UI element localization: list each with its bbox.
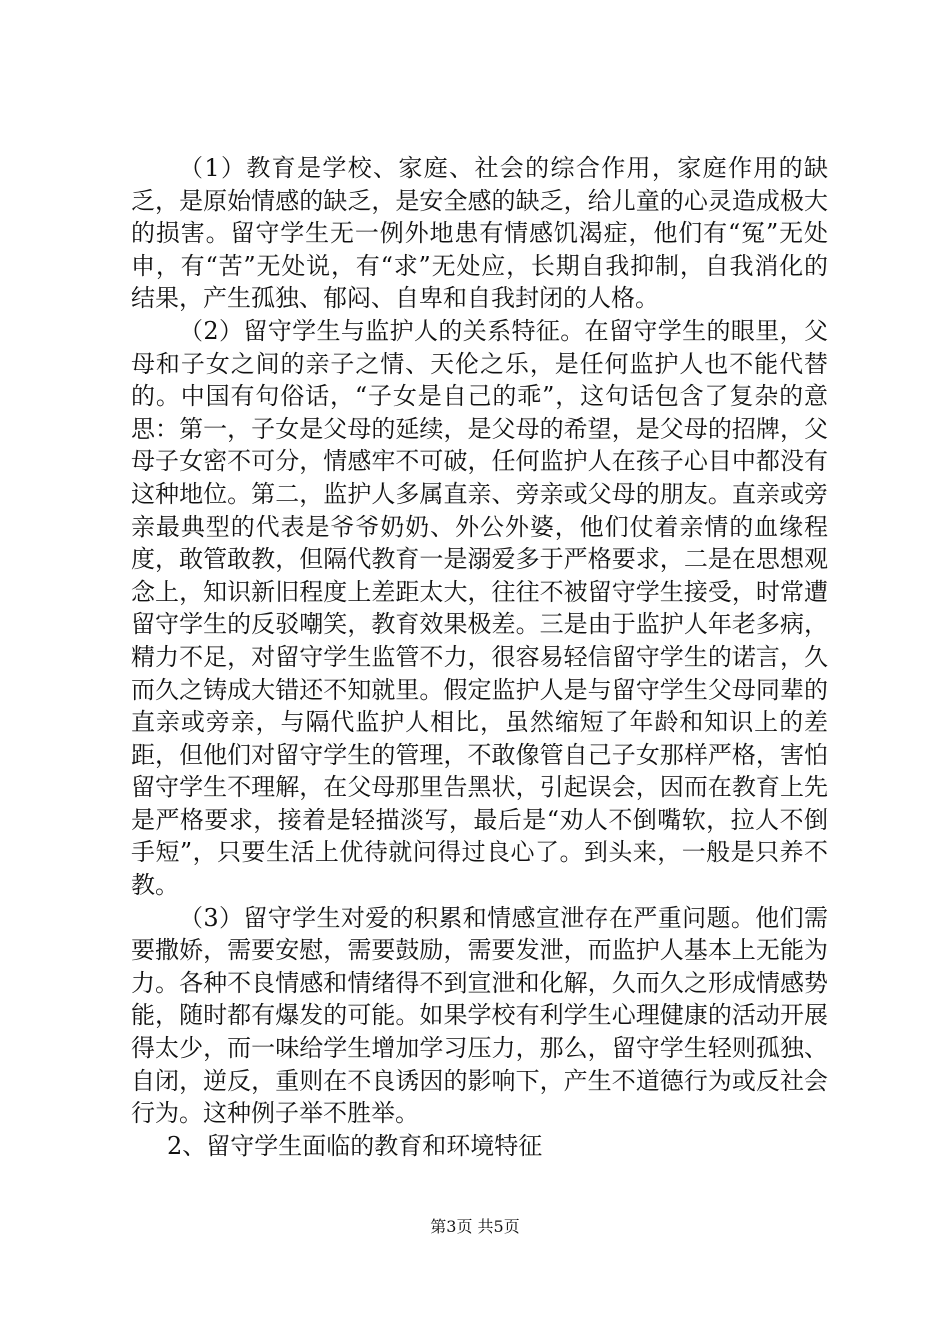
document-body [131, 152, 828, 1162]
paragraph-2: （2）留守学生与监护人的关系特征。在留守学生的眼里，父母和子女之间的亲子之情、天伦之乐，是任何监护人也不能代替的。中国有句俗话，“子女是自己的乖”，这句话包含了复杂的意思：第一，子女是父母的延续，是父母的希望，是父母的招牌，父母子女密不可分，情感牢不可破，任何监护人在孩子心目中都没有这种地位。第二，监护人多属直亲、旁亲或父母的朋友。直亲或旁亲最典型的代表是爷爷奶奶、外公外婆，他们仗着亲情的血缘程度，敢管敢教，但隔代教育一是溺爱多于严格要求，二是在思想观念上，知识新旧程度上差距太大，往往不被留守学生接受，时常遭留守学生的反驳嘲笑，教育效果极差。三是由于监护人年老多病，精力不足，对留守学生监管不力，很容易轻信留守学生的诺言，久而久之铸成大错还不知就里。假定监护人是与留守学生父母同辈的直亲或旁亲，与隔代监护人相比，虽然缩短了年龄和知识上的差距，但他们对留守学生的管理，不敢像管自己子女那样严格，害怕留守学生不理解，在父母那里告黑状，引起误会，因而在教育上先是严格要求，接着是轻描淡写，最后是“劝人不倒嘴软，拉人不倒手短”，只要生活上优待就问得过良心了。到头来，一般是只养不教。 [131, 316, 828, 900]
section-heading: 2、留守学生面临的教育和环境特征 [167, 1131, 543, 1160]
page-footer: 第3页 共5页 [430, 1217, 520, 1236]
paragraph-1: （1）教育是学校、家庭、社会的综合作用，家庭作用的缺乏，是原始情感的缺乏，是安全感的缺乏，给儿童的心灵造成极大的损害。留守学生无一例外地患有情感饥渴症，他们有“冤”无处申，有“苦”无处说，有“求”无处应，长期自我抑制，自我消化的结果，产生孤独、郁闷、自卑和自我封闭的人格。 [131, 154, 828, 313]
paragraph-3: （3）留守学生对爱的积累和情感宣泄存在严重问题。他们需要撒娇，需要安慰，需要鼓励，需要发泄，而监护人基本上无能为力。各种不良情感和情绪得不到宣泄和化解，久而久之形成情感势能，随时都有爆发的可能。如果学校有利学生心理健康的活动开展得太少，而一味给学生增加学习压力，那么，留守学生轻则孤独、自闭，逆反，重则在不良诱因的影响下，产生不道德行为或反社会行为。这种例子举不胜举。 [131, 903, 828, 1128]
